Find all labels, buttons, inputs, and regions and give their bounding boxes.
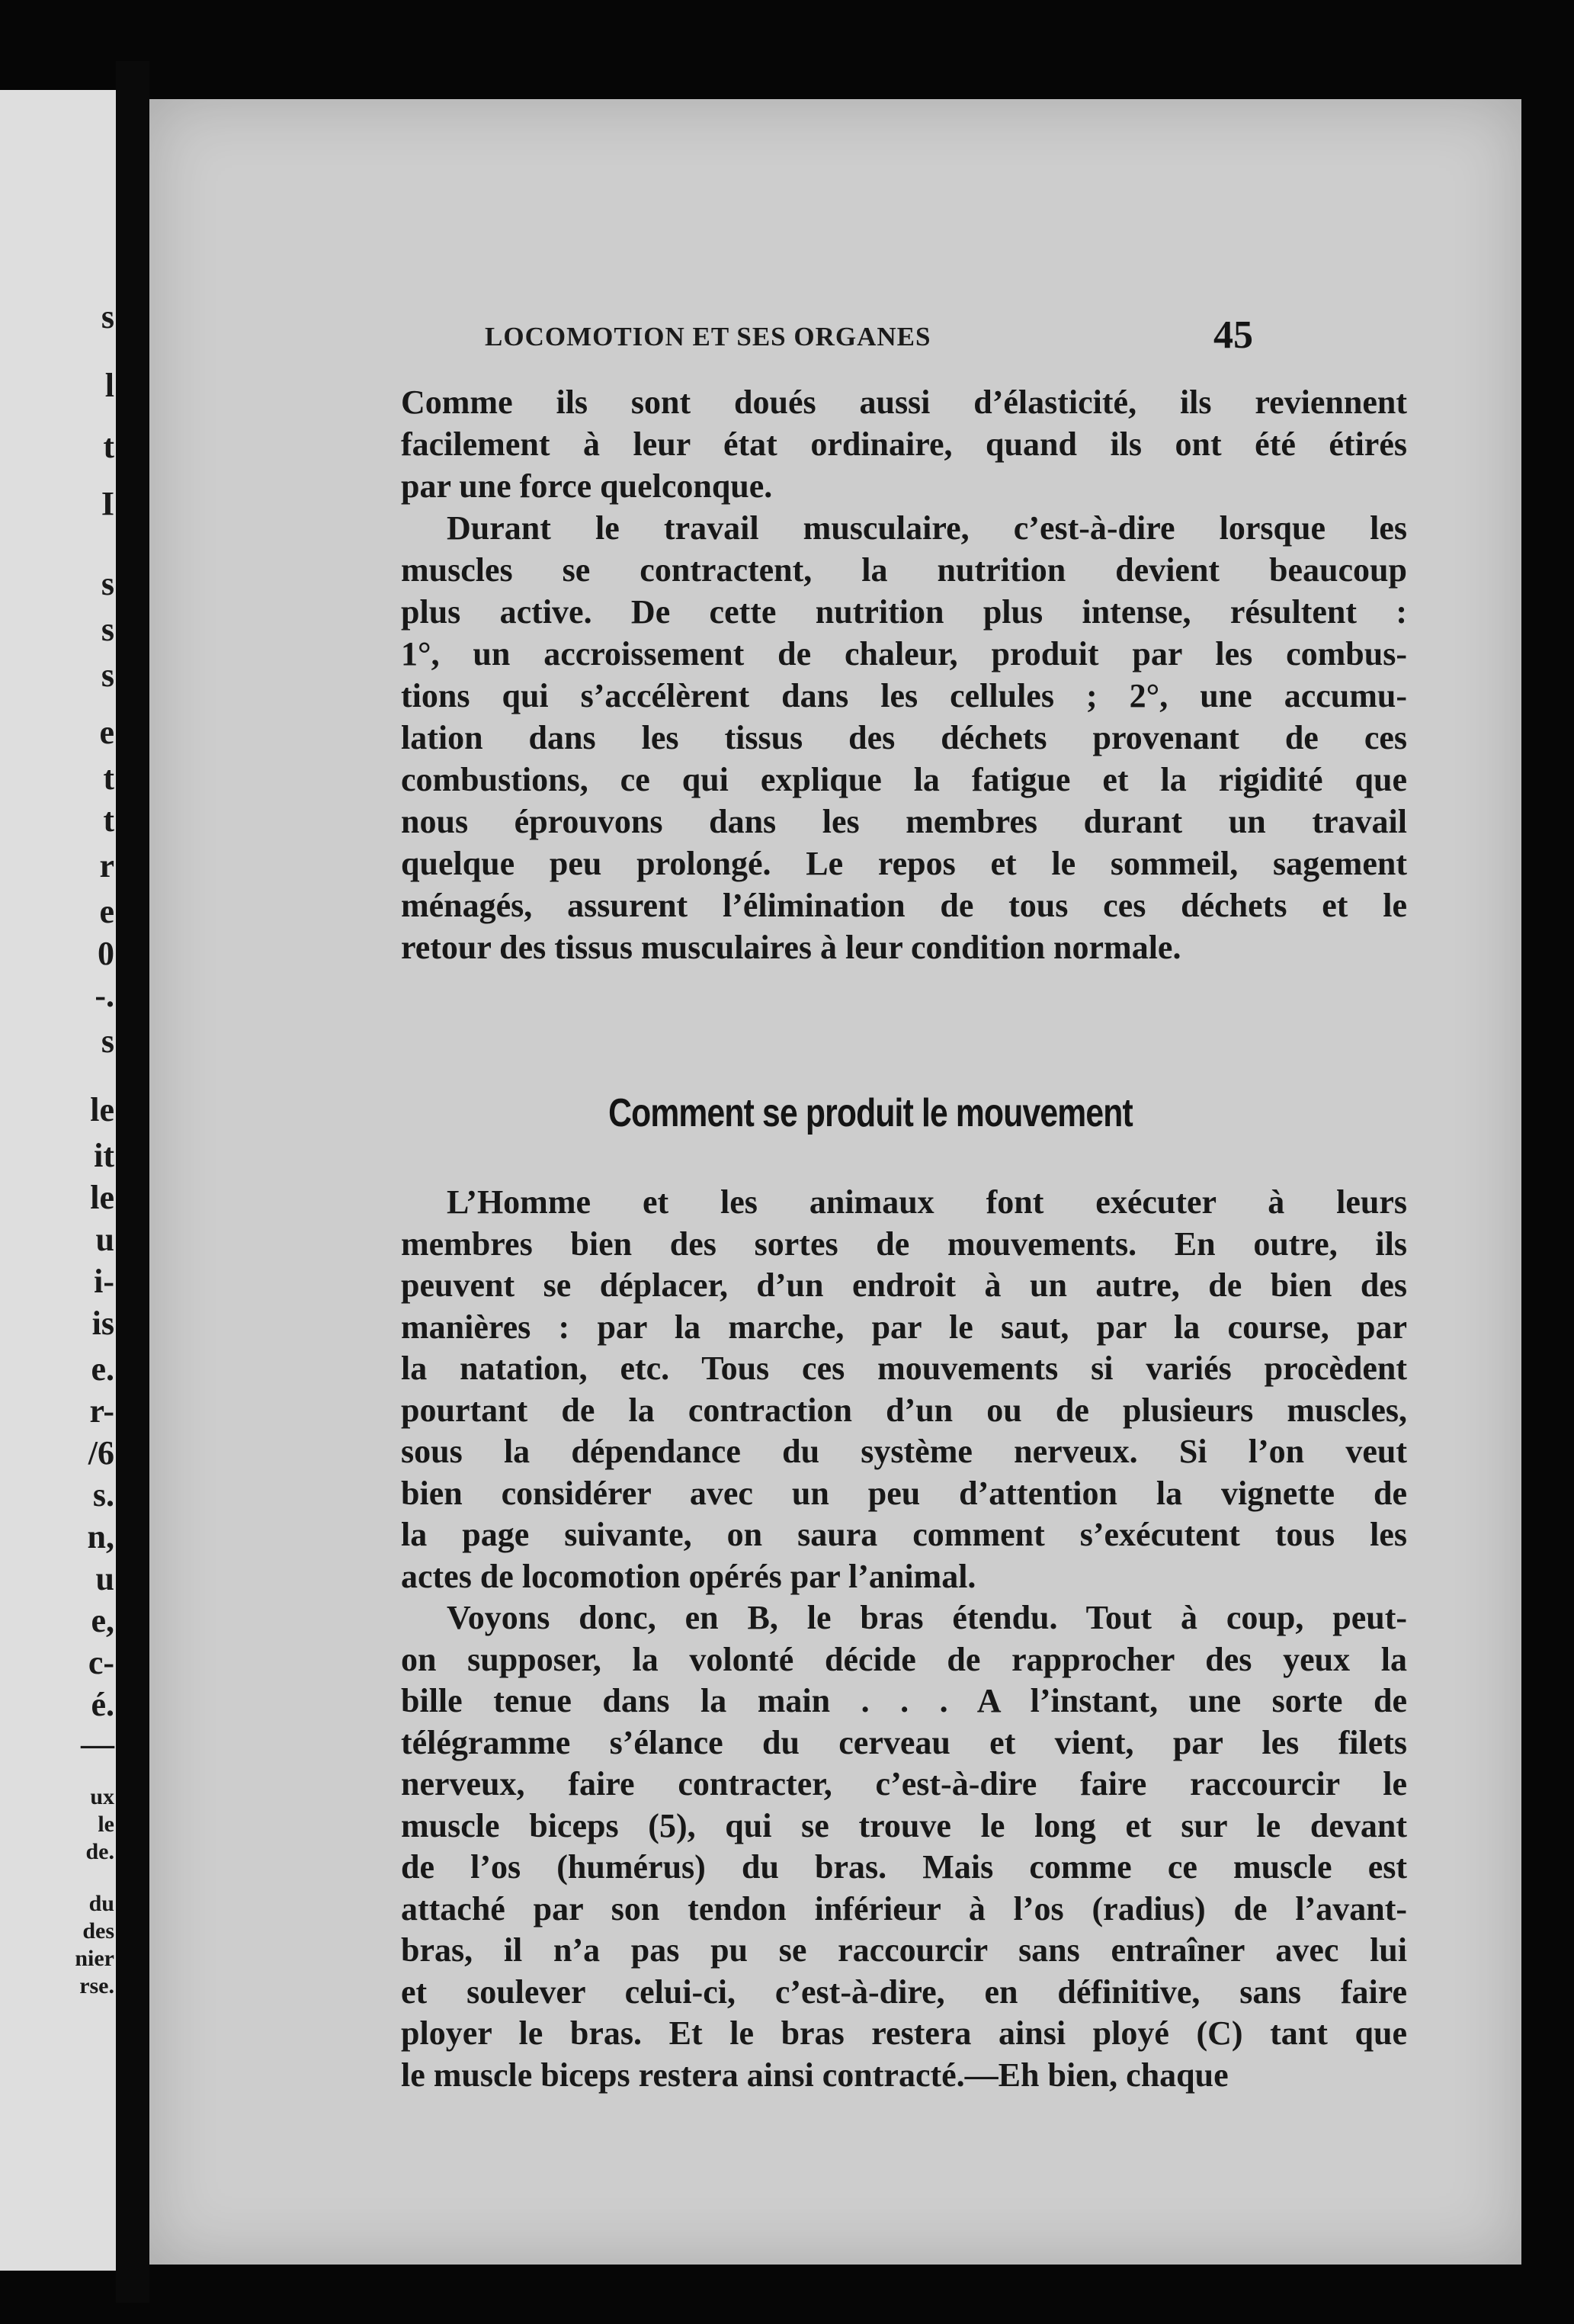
margin-fragment: 0: [98, 935, 114, 972]
margin-fragment: e: [99, 714, 114, 751]
text-line: Voyons donc, en B, le bras étendu. Tout à coup, peut-: [447, 1599, 1407, 1636]
text-line: nous éprouvons dans les membres durant un travail: [401, 803, 1407, 840]
text-line: 1°, un accroissement de chaleur, produit par les combus-: [401, 635, 1407, 672]
text-line: combustions, ce qui explique la fatigue et la rigidité que: [401, 761, 1407, 798]
book-gutter: [116, 61, 149, 2303]
text-line: sous la dépendance du système nerveux. Si l’on veut: [401, 1433, 1407, 1470]
text-line: le muscle biceps restera ainsi contracté.—Eh bien, chaque: [401, 2056, 1229, 2094]
margin-fragment: t: [103, 759, 114, 797]
margin-fragment: t: [103, 801, 114, 839]
margin-fragment: is: [91, 1305, 114, 1342]
margin-fragment: I: [101, 485, 114, 522]
text-line: Comme ils sont doués aussi d’élasticité, ils reviennent: [401, 384, 1407, 421]
margin-fragment: le: [90, 1179, 114, 1216]
text-line: Durant le travail musculaire, c’est-à-dire lorsque les: [447, 509, 1407, 547]
margin-fragment: s.: [92, 1476, 114, 1513]
text-line: quelque peu prolongé. Le repos et le sommeil, sagement: [401, 845, 1407, 882]
text-line: facilement à leur état ordinaire, quand ils ont été étirés: [401, 425, 1407, 463]
margin-fragment: des: [82, 1918, 114, 1944]
margin-fragment: -.: [95, 977, 114, 1014]
running-head: LOCOMOTION ET SES ORGANES: [485, 322, 931, 351]
text-line: pourtant de la contraction d’un ou de plusieurs muscles,: [401, 1391, 1407, 1429]
margin-fragment: ux: [90, 1784, 114, 1809]
paragraph-block-2: [401, 1182, 1407, 2096]
text-line: manières : par la marche, par le saut, par la course, par: [401, 1308, 1407, 1346]
margin-fragment: l: [104, 367, 114, 404]
text-line: membres bien des sortes de mouvements. En outre, ils: [401, 1225, 1407, 1263]
margin-fragment: u: [95, 1221, 114, 1258]
text-line: par une force quelconque.: [401, 467, 773, 505]
margin-fragment: /6: [88, 1434, 114, 1472]
margin-fragment: de.: [85, 1839, 114, 1864]
text-line: de l’os (humérus) du bras. Mais comme ce muscle est: [401, 1848, 1407, 1886]
text-line: nerveux, faire contracter, c’est-à-dire faire raccourcir le: [401, 1765, 1407, 1802]
text-line: peuvent se déplacer, d’un endroit à un autre, de bien des: [401, 1266, 1407, 1304]
text-line: retour des tissus musculaires à leur condition normale.: [401, 929, 1181, 966]
margin-fragment: le: [90, 1091, 114, 1128]
margin-fragment: —: [81, 1725, 114, 1763]
margin-fragment: n,: [87, 1518, 114, 1555]
margin-fragment: rse.: [79, 1973, 114, 1998]
margin-fragment: e,: [91, 1602, 114, 1639]
text-line: actes de locomotion opérés par l’animal.: [401, 1557, 976, 1595]
text-line: attaché par son tendon inférieur à l’os (radius) de l’avant-: [401, 1889, 1407, 1928]
text-line: on supposer, la volonté décide de rapprocher des yeux la: [401, 1640, 1407, 1678]
margin-fragment: e.: [91, 1350, 114, 1388]
text-line: et soulever celui-ci, c’est-à-dire, en définitive, sans faire: [401, 1973, 1407, 2011]
margin-fragment: nier: [75, 1946, 114, 1971]
page-number: 45: [1213, 313, 1253, 357]
margin-fragment: it: [94, 1137, 114, 1174]
text-line: muscle biceps (5), qui se trouve le long et sur le devant: [401, 1806, 1407, 1844]
text-line: bille tenue dans la main . . . A l’instant, une sorte de: [401, 1682, 1407, 1719]
text-line: muscles se contractent, la nutrition devient beaucoup: [401, 551, 1407, 589]
text-line: bien considérer avec un peu d’attention la vignette de: [401, 1474, 1407, 1512]
margin-fragment: i-: [94, 1263, 114, 1300]
margin-fragment: s: [101, 565, 114, 602]
margin-fragment: t: [103, 428, 114, 465]
margin-fragment: s: [101, 656, 114, 694]
text-line: ployer le bras. Et le bras restera ainsi ployé (C) tant que: [401, 2014, 1407, 2052]
previous-page-fragment: [0, 90, 116, 2271]
margin-fragment: s: [101, 1022, 114, 1060]
text-line: la natation, etc. Tous ces mouvements si variés procèdent: [401, 1350, 1407, 1387]
margin-fragment: r: [99, 847, 114, 884]
margin-fragment: s: [101, 611, 114, 648]
margin-fragment: du: [88, 1891, 114, 1916]
page-45: [149, 99, 1521, 2265]
margin-fragment: c-: [88, 1644, 114, 1681]
text-line: lation dans les tissus des déchets provenant de ces: [401, 719, 1407, 756]
margin-fragment: e: [99, 893, 114, 930]
text-line: L’Homme et les animaux font exécuter à leurs: [447, 1183, 1407, 1221]
text-line: télégramme s’élance du cerveau et vient, par les filets: [401, 1723, 1407, 1761]
text-line: bras, il n’a pas pu se raccourcir sans entraîner avec lui: [401, 1931, 1407, 1969]
text-line: la page suivante, on saura comment s’exécutent tous les: [401, 1516, 1407, 1553]
text-line: plus active. De cette nutrition plus intense, résultent :: [401, 593, 1407, 631]
margin-fragment: u: [95, 1560, 114, 1597]
paragraph-block-1: [401, 381, 1407, 968]
margin-fragment: é.: [91, 1686, 114, 1723]
margin-fragment: s: [101, 298, 114, 335]
margin-fragment: le: [98, 1812, 114, 1837]
text-line: tions qui s’accélèrent dans les cellules ; 2°, une accumu-: [401, 677, 1407, 714]
section-heading: Comment se produit le mouvement: [608, 1091, 1133, 1135]
text-line: ménagés, assurent l’élimination de tous ces déchets et le: [401, 887, 1407, 924]
margin-fragment: r-: [89, 1392, 114, 1430]
